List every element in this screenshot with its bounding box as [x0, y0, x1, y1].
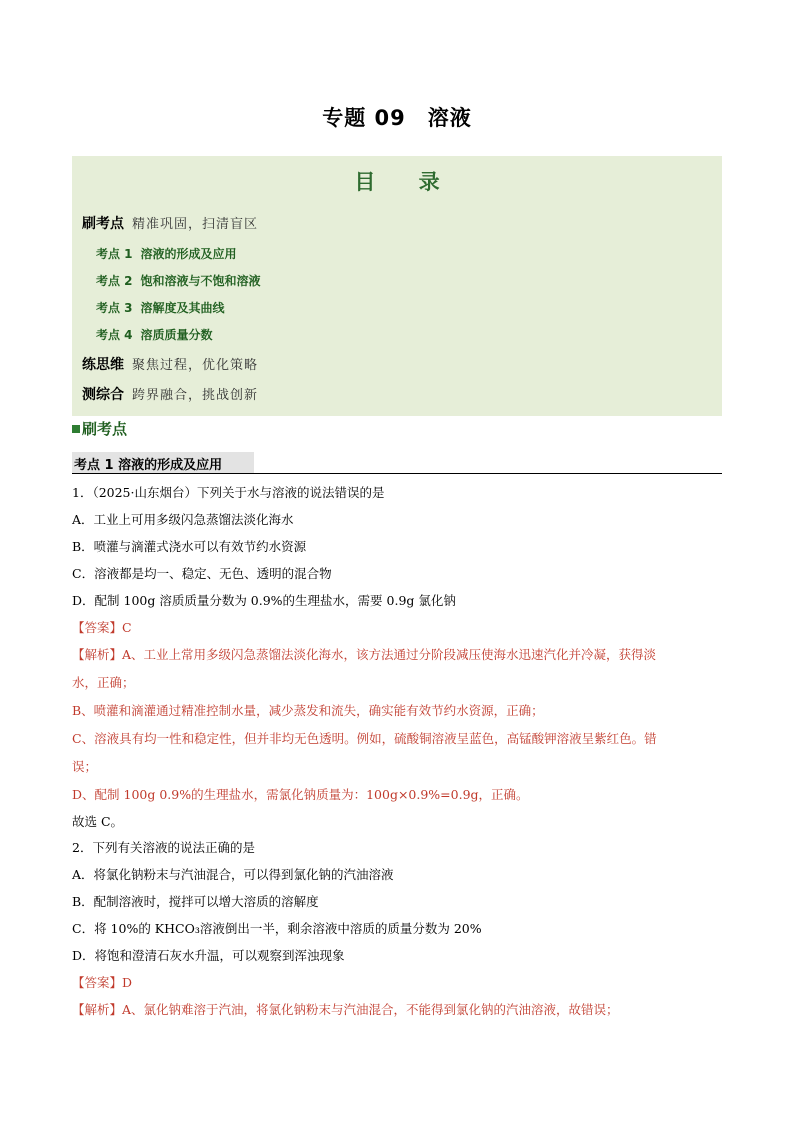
- knowledge-point-title-text: 考点 1 溶液的形成及应用: [74, 458, 223, 473]
- knowledge-point-title: [72, 452, 254, 473]
- page-title: [0, 102, 794, 132]
- section-heading: [72, 418, 127, 439]
- toc-sub-text: 溶液的形成及应用: [140, 247, 237, 261]
- question-1-analysis-line-6: D、配制 100g 0.9%的生理盐水，需氯化钠质量为：100g×0.9%=0.9g，正确。: [72, 787, 529, 802]
- section-heading-text: 刷考点: [82, 420, 128, 438]
- toc-row-label: 测综合: [82, 387, 124, 403]
- analysis-tag: 【解析】: [72, 647, 123, 662]
- analysis-text: A、氯化钠难溶于汽油，将氯化钠粉末与汽油混合，不能得到氯化钠的汽油溶液，故错误；: [122, 1002, 619, 1017]
- toc-row-practice[interactable]: [82, 213, 258, 233]
- question-1-analysis-line-1: [72, 647, 732, 662]
- question-1-answer: 【答案】C: [72, 620, 132, 635]
- divider: [72, 473, 722, 474]
- question-1-analysis-line-4: C、溶液具有均一性和稳定性，但并非均无色透明。例如，硫酸铜溶液呈蓝色，高锰酸钾溶液呈紫红色。错: [72, 731, 657, 746]
- toc-sub-text: 溶解度及其曲线: [140, 301, 225, 315]
- question-2-option-b: B．配制溶液时，搅拌可以增大溶质的溶解度: [72, 894, 319, 909]
- toc-sub-kp1[interactable]: [96, 245, 237, 262]
- square-bullet-icon: [72, 425, 80, 433]
- toc-row-label: 刷考点: [82, 216, 124, 232]
- question-2-answer: 【答案】D: [72, 975, 133, 990]
- toc-sub-kp4[interactable]: [96, 326, 213, 343]
- question-1-stem: 1．（2025·山东烟台）下列关于水与溶液的说法错误的是: [72, 485, 385, 500]
- toc-sub-kp2[interactable]: [96, 272, 261, 289]
- question-1-option-a: A．工业上可用多级闪急蒸馏法淡化海水: [72, 512, 294, 527]
- question-1-option-c: C．溶液都是均一、稳定、无色、透明的混合物: [72, 566, 332, 581]
- toc-sub-num: 考点 3: [96, 301, 133, 315]
- question-2-analysis-line-1: [72, 1002, 732, 1017]
- question-2-option-d: D．将饱和澄清石灰水升温，可以观察到浑浊现象: [72, 948, 345, 963]
- analysis-text: A、工业上常用多级闪急蒸馏法淡化海水，该方法通过分阶段减压使海水迅速汽化并冷凝，获得淡: [122, 647, 657, 662]
- toc-sub-kp3[interactable]: [96, 299, 225, 316]
- question-2-option-a: A．将氯化钠粉末与汽油混合，可以得到氯化钠的汽油溶液: [72, 867, 394, 882]
- question-1-analysis-line-5: 误；: [72, 759, 98, 774]
- toc-sub-num: 考点 4: [96, 328, 133, 342]
- toc-sub-text: 饱和溶液与不饱和溶液: [140, 274, 261, 288]
- toc-title: 目 录: [354, 170, 458, 194]
- question-1-analysis-line-3: B、喷灌和滴灌通过精准控制水量，减少蒸发和流失，确实能有效节约水资源，正确；: [72, 703, 544, 718]
- analysis-tag: 【解析】: [72, 1002, 123, 1017]
- table-of-contents: [72, 156, 722, 416]
- question-1-conclusion: 故选 C。: [72, 814, 124, 829]
- toc-row-comprehensive[interactable]: [82, 384, 258, 404]
- toc-sub-text: 溶质质量分数: [140, 328, 213, 342]
- question-1-option-b: B．喷灌与滴灌式浇水可以有效节约水资源: [72, 539, 307, 554]
- toc-row-desc: 聚焦过程，优化策略: [132, 358, 259, 373]
- toc-sub-num: 考点 2: [96, 274, 133, 288]
- question-2-option-c: C．将 10%的 KHCO₃溶液倒出一半，剩余溶液中溶质的质量分数为 20%: [72, 921, 482, 936]
- toc-row-thinking[interactable]: [82, 354, 258, 374]
- topic-code: 专题 09: [322, 106, 406, 130]
- question-1-analysis-line-2: 水，正确；: [72, 675, 135, 690]
- toc-row-label: 练思维: [82, 357, 124, 373]
- question-2-stem: 2．下列有关溶液的说法正确的是: [72, 840, 255, 855]
- toc-row-desc: 精准巩固，扫清盲区: [132, 217, 259, 232]
- question-1-option-d: D．配制 100g 溶质质量分数为 0.9%的生理盐水，需要 0.9g 氯化钠: [72, 593, 456, 608]
- topic-name: 溶液: [427, 106, 472, 130]
- toc-sub-num: 考点 1: [96, 247, 133, 261]
- toc-row-desc: 跨界融合，挑战创新: [132, 388, 259, 403]
